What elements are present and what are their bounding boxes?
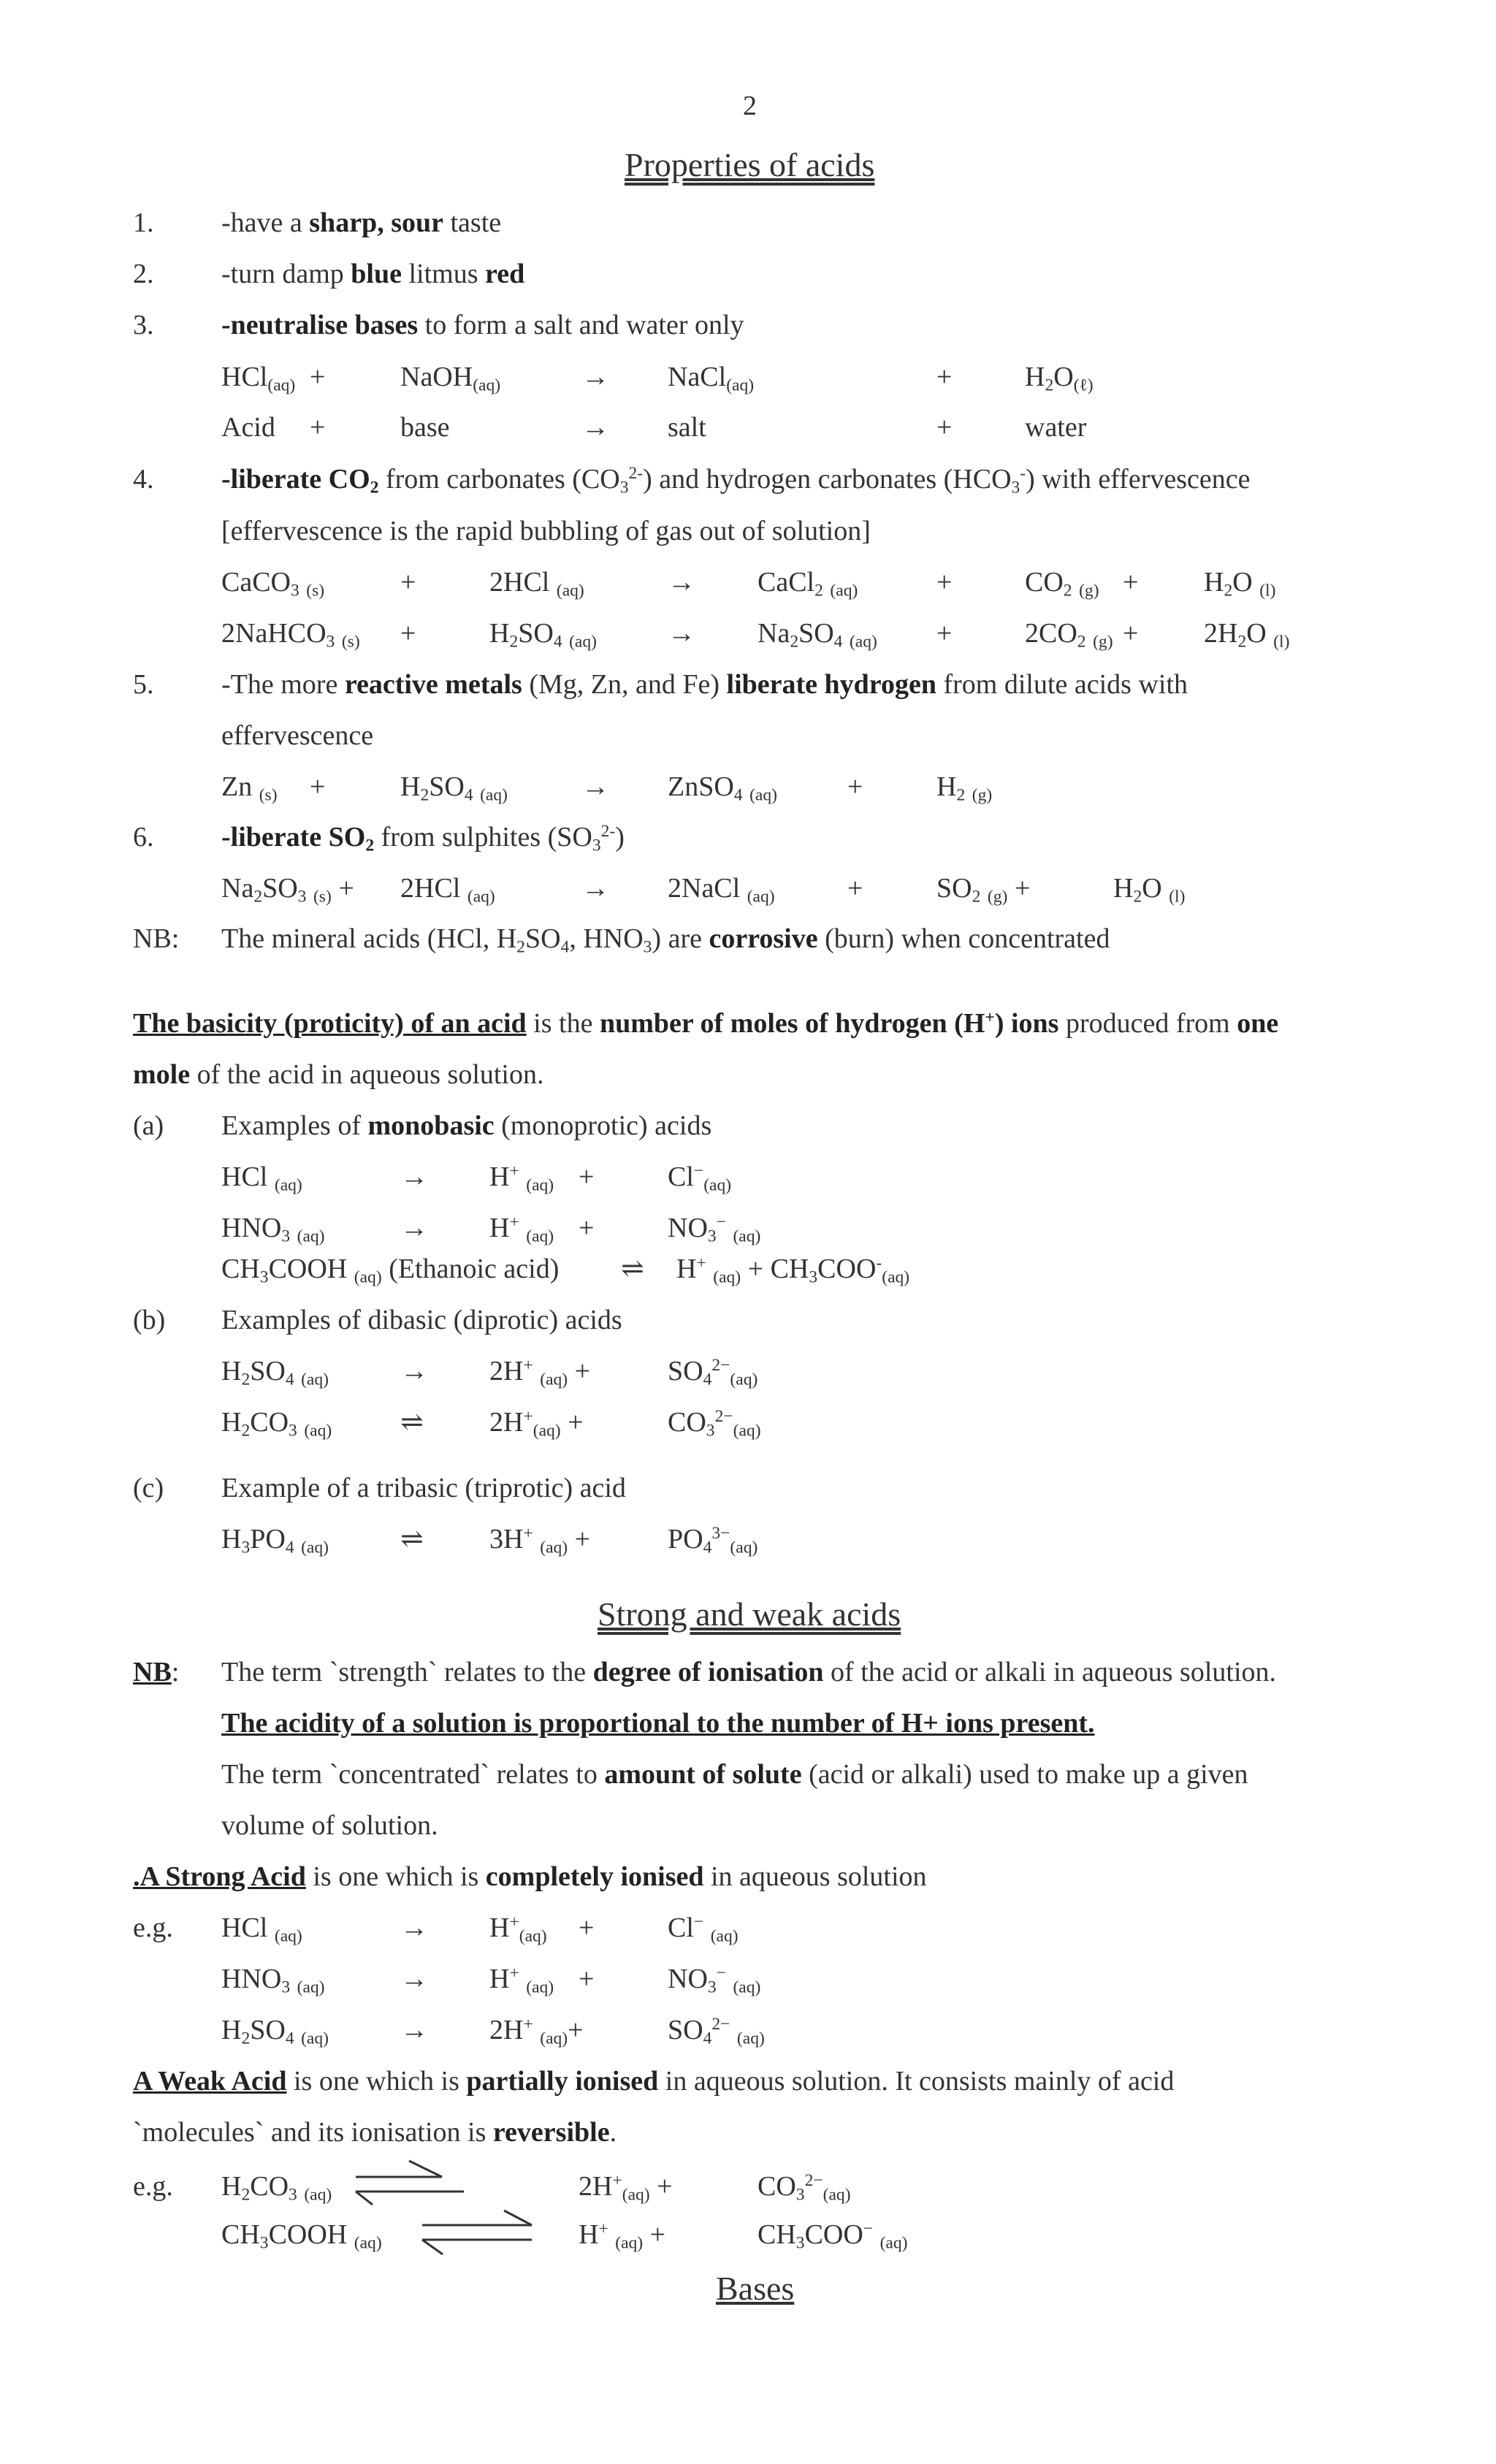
plus-sign: + (847, 873, 863, 904)
di-h2co3-reactant: $H_2CO_3$ $_{(aq)}$ (221, 1407, 332, 1441)
property-1: -have a sharp, sour taste (221, 207, 502, 238)
plus-sign: + (579, 1162, 595, 1192)
nb2-line1: The term `strength` relates to the degree of ionisation of the acid or alkali in aqueous solution. (221, 1657, 1277, 1687)
equation-zinc-reactant-1: Zn $_{(s)}$ (221, 771, 278, 805)
strong-hno3-reactant: $HNO_3$ $_{(aq)}$ (221, 1964, 325, 1997)
strong-hcl-product-2: Cl− $_{(aq)}$ (668, 1912, 739, 1946)
reaction-arrow: → (581, 873, 609, 904)
word-base: base (400, 412, 450, 443)
nb2-line4: volume of solution. (221, 1810, 438, 1841)
equation-carbonate-reactant-1: CaCO$_3$ $_{(s)}$ (221, 567, 325, 600)
reaction-arrow: → (581, 771, 609, 802)
dibasic-heading: Examples of dibasic (diprotic) acids (221, 1305, 622, 1335)
equation-sulphite-reactant-1: $Na_2SO_3$ $_{(s)}$ + (221, 873, 354, 907)
equation-zinc-product-2: $H_2$ $_{(g)}$ (936, 771, 993, 805)
plus-sign: + (310, 771, 326, 802)
equilibrium-arrow: ⇌ (621, 1254, 644, 1284)
di-h2so4-product-1: 2H+ $_{(aq)}$ + (489, 1356, 591, 1389)
property-5: -The more reactive metals (Mg, Zn, and Fe) liberate hydrogen from dilute acids with (221, 669, 1188, 700)
equation-carbonate-reactant-2: 2HCl $_{(aq)}$ (489, 567, 584, 600)
list-number: 3. (133, 310, 154, 340)
reaction-arrow: → (400, 2015, 428, 2045)
nb-mineral-acids: The mineral acids (HCl, $H_2SO_4$, $HNO_3$) are corrosive (burn) when concentrated (221, 923, 1110, 957)
mono-hcl-product-1: H+ $_{(aq)}$ (489, 1162, 554, 1195)
strong-h2so4-reactant: $H_2SO_4$ $_{(aq)}$ (221, 2015, 329, 2048)
list-number: 6. (133, 822, 154, 853)
equation-hydrogencarbonate-product-2: $2CO_2$ $_{(g)}$ (1025, 618, 1113, 652)
reaction-arrow: → (400, 1964, 428, 1994)
list-number: 2. (133, 259, 154, 289)
heading-properties: Properties of acids (625, 146, 875, 183)
di-h2co3-product-1: $2H^+_{(aq)}$ + (489, 1407, 584, 1441)
tri-h3po4-reactant: $H_3PO_4$ $_{(aq)}$ (221, 1524, 329, 1557)
mono-hcl-product-2: $Cl^-_{(aq)}$ (668, 1162, 732, 1195)
reaction-arrow: → (400, 1162, 428, 1192)
plus-sign: + (936, 567, 953, 598)
strong-hcl-reactant: HCl $_{(aq)}$ (221, 1912, 302, 1946)
weak-ethanoic-product-2: $CH_3COO^-$ $_{(aq)}$ (757, 2219, 908, 2253)
strong-hcl-product-1: $H^+_{(aq)}$ (489, 1912, 547, 1946)
strong-h2so4-product-2: $SO_4^{2-}$ $_{(aq)}$ (668, 2015, 765, 2048)
word-acid: Acid (221, 412, 275, 443)
property-5-continued: effervescence (221, 720, 374, 751)
heading-strong-weak: Strong and weak acids (598, 1595, 901, 1633)
nb2-line2: The acidity of a solution is proportional to the number of H+ ions present. (221, 1708, 1095, 1739)
plus-sign: + (400, 618, 416, 649)
weak-acid-definition: A Weak Acid is one which is partially ionised in aqueous solution. It consists mainly of acid (133, 2066, 1175, 2097)
equation-sulphite-product-1: 2NaCl $_{(aq)}$ (668, 873, 775, 907)
page-number: 2 (743, 91, 757, 121)
list-number: 4. (133, 464, 154, 495)
mono-hno3-reactant: $HNO_3$ $_{(aq)}$ (221, 1213, 325, 1246)
plus-sign: + (400, 567, 416, 598)
example-label-a: (a) (133, 1110, 164, 1141)
effervescence-definition: [effervescence is the rapid bubbling of gas out of solution] (221, 516, 871, 546)
strong-acid-definition: .A Strong Acid is one which is completely ionised in aqueous solution (133, 1861, 927, 1892)
di-h2so4-reactant: $H_2SO_4$ $_{(aq)}$ (221, 1356, 329, 1389)
heading-bases: Bases (716, 2270, 795, 2307)
reaction-arrow: → (581, 362, 609, 392)
equilibrium-arrow: ⇌ (400, 1407, 424, 1438)
weak-acid-definition-line2: `molecules` and its ionisation is reversible. (133, 2117, 617, 2148)
plus-sign: + (310, 412, 326, 443)
basicity-definition: The basicity (proticity) of an acid is the number of moles of hydrogen (H+) ions produced from one (133, 1008, 1279, 1039)
equation-carbonate-product-1: CaCl$_2$ $_{(aq)}$ (757, 567, 858, 600)
property-2: -turn damp blue litmus red (221, 259, 525, 289)
weak-ethanoic-product-1: H+ $_{(aq)}$ + (579, 2219, 666, 2253)
nb-label: NB: (133, 923, 180, 954)
reaction-arrow: → (668, 567, 695, 598)
equation-neutralisation-reactant-1: HCl$_{(aq)}$ (221, 362, 296, 395)
reaction-arrow: → (400, 1912, 428, 1943)
equation-carbonate-product-2: $CO_2$ $_{(g)}$ (1025, 567, 1099, 600)
strong-hno3-product-2: $NO_3^-$ $_{(aq)}$ (668, 1964, 761, 1997)
mono-hno3-product-1: H+ $_{(aq)}$ (489, 1213, 554, 1246)
example-label-c: (c) (133, 1473, 164, 1503)
plus-sign: + (936, 618, 953, 649)
equilibrium-arrow: ⇌ (400, 1524, 424, 1555)
plus-sign: + (310, 362, 326, 392)
equation-hydrogencarbonate-product-1: $Na_2SO_4$ $_{(aq)}$ (757, 618, 877, 652)
example-label-b: (b) (133, 1305, 166, 1335)
weak-ethanoic-reactant: $CH_3COOH$ $_{(aq)}$ (221, 2219, 382, 2253)
reaction-arrow: → (668, 618, 695, 649)
equation-sulphite-product-3: $H_2O$ $_{(l)}$ (1113, 873, 1186, 907)
reaction-arrow: → (400, 1213, 428, 1243)
plus-sign: + (579, 1912, 595, 1943)
weak-h2co3-product-1: $2H^+_{(aq)}$ + (579, 2171, 673, 2205)
mono-hcl-reactant: HCl $_{(aq)}$ (221, 1162, 302, 1195)
equation-hydrogencarbonate-reactant-1: 2NaHCO$_3$ $_{(s)}$ (221, 618, 360, 652)
weak-h2co3-reactant: $H_2CO_3$ $_{(aq)}$ (221, 2171, 332, 2205)
tribasic-heading: Example of a tribasic (triprotic) acid (221, 1473, 626, 1503)
plus-sign: + (1123, 618, 1139, 649)
strong-hno3-product-1: H+ $_{(aq)}$ (489, 1964, 554, 1997)
property-3: -neutralise bases to form a salt and water only (221, 310, 744, 340)
list-number: 5. (133, 669, 154, 700)
equation-neutralisation-reactant-2: NaOH$_{(aq)}$ (400, 362, 501, 395)
equation-sulphite-product-2: $SO_2$ $_{(g)}$ + (936, 873, 1031, 907)
property-6: -liberate $SO_2$ from sulphites $(SO_3^{2-})$ (221, 822, 625, 855)
property-4: -liberate $CO_2$ from carbonates $(CO_3^{2-})$ and hydrogen carbonates $(HCO_3^-)$ with effervescence (221, 464, 1251, 497)
nb2-line3: The term `concentrated` relates to amount of solute (acid or alkali) used to make up a given (221, 1759, 1248, 1790)
equation-hydrogencarbonate-reactant-2: $H_2SO_4$ $_{(aq)}$ (489, 618, 598, 652)
reaction-arrow: → (400, 1356, 428, 1387)
word-water: water (1025, 412, 1087, 443)
nb2-label: NB: (133, 1657, 180, 1687)
plus-sign: + (1123, 567, 1139, 598)
basicity-definition-line2: mole of the acid in aqueous solution. (133, 1059, 544, 1090)
equation-sulphite-reactant-2: 2HCl $_{(aq)}$ (400, 873, 495, 907)
plus-sign: + (579, 1213, 595, 1243)
di-h2co3-product-2: $CO_3^{2-}_{(aq)}$ (668, 1407, 761, 1441)
tri-h3po4-product-2: $PO_4^{3-}_{(aq)}$ (668, 1524, 758, 1557)
equation-carbonate-product-3: $H_2O$ $_{(l)}$ (1204, 567, 1276, 600)
di-h2so4-product-2: $SO_4^{2-}_{(aq)}$ (668, 1356, 758, 1389)
equation-neutralisation-product-2: $H_2O_{(\ell)}$ (1025, 362, 1094, 395)
mono-hno3-product-2: $NO_3^-$ $_{(aq)}$ (668, 1213, 761, 1246)
strong-h2so4-product-1: 2H+ $_{(aq)}$+ (489, 2015, 584, 2048)
monobasic-heading: Examples of monobasic (monoprotic) acids (221, 1110, 712, 1141)
plus-sign: + (579, 1964, 595, 1994)
equation-zinc-product-1: ZnSO$_4$ $_{(aq)}$ (668, 771, 777, 805)
equation-neutralisation-product-1: NaCl$_{(aq)}$ (668, 362, 755, 395)
word-salt: salt (668, 412, 706, 443)
plus-sign: + (936, 362, 953, 392)
tri-h3po4-product-1: 3H+ $_{(aq)}$ + (489, 1524, 591, 1557)
eg-label: e.g. (133, 2171, 173, 2202)
equation-zinc-reactant-2: $H_2SO_4$ $_{(aq)}$ (400, 771, 508, 805)
plus-sign: + (847, 771, 863, 802)
reaction-arrow: → (581, 412, 609, 443)
plus-sign: + (936, 412, 953, 443)
eg-label: e.g. (133, 1912, 173, 1943)
weak-h2co3-product-2: $CO_3^{2-}_{(aq)}$ (757, 2171, 851, 2205)
mono-ethanoic-products: H+ $_{(aq)} + CH_3COO^-_{(aq)}$ (676, 1254, 910, 1287)
equation-hydrogencarbonate-product-3: $2H_2O$ $_{(l)}$ (1204, 618, 1290, 652)
list-number: 1. (133, 207, 154, 238)
mono-ethanoic-reactant: $CH_3COOH$ $_{(aq)}$ (Ethanoic acid) (221, 1254, 560, 1287)
